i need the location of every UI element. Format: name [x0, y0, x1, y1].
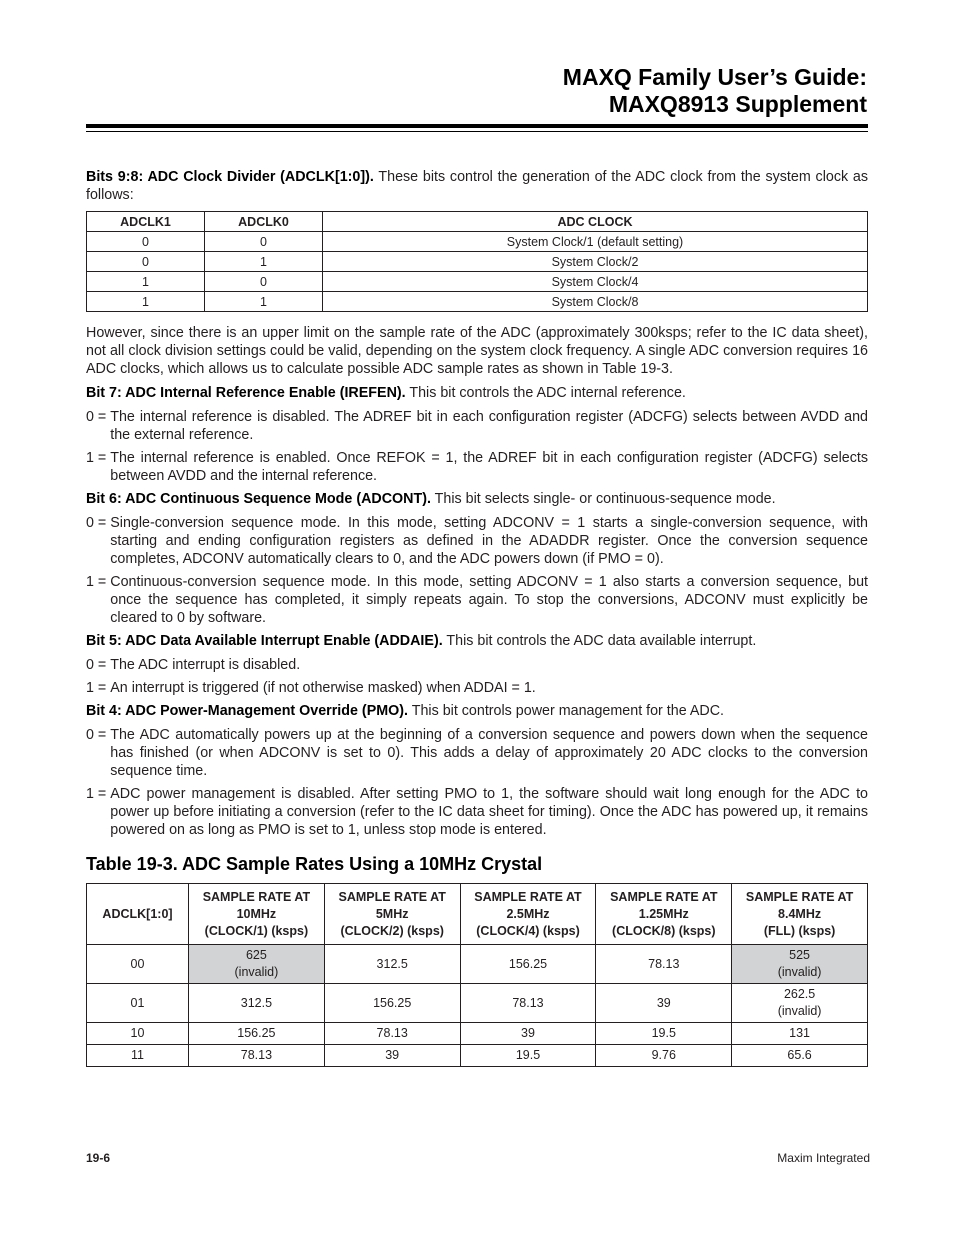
table-cell: 39 — [324, 1045, 460, 1067]
bit6-paragraph — [86, 490, 868, 508]
table-cell: 156.25 — [189, 1023, 325, 1045]
table-cell: 156.25 — [460, 945, 596, 984]
however-paragraph: However, since there is an upper limit on the sample rate of the ADC (approximately 300ksps; refer to the IC data sheet), not all clock division settings could be valid, depending on the system clock frequency. A single ADC conversion requires 16 ADC clocks, which allows us to calculate possible ADC sample rates as shown in Table 19-3. — [86, 325, 868, 377]
bit5-text: This bit controls the ADC data available interrupt. — [442, 633, 757, 649]
table-row — [87, 984, 868, 1023]
table-cell: 00 — [87, 945, 189, 984]
header-cell: SAMPLE RATE AT 1.25MHz (CLOCK/8) (ksps) — [596, 884, 732, 945]
item-key: 1 = — [86, 786, 111, 802]
list-item — [86, 408, 868, 444]
table-row — [87, 232, 868, 252]
header-cell: SAMPLE RATE AT 2.5MHz (CLOCK/4) (ksps) — [460, 884, 596, 945]
table-row — [87, 272, 868, 292]
company-name: Maxim Integrated — [777, 1151, 870, 1165]
list-item — [86, 785, 868, 839]
table-cell: 1 — [87, 272, 205, 292]
list-item — [86, 573, 868, 627]
title-line-2: MAXQ8913 Supplement — [608, 91, 867, 117]
table-cell: 0 — [205, 272, 323, 292]
table-row — [87, 945, 868, 984]
header-cell: SAMPLE RATE AT 5MHz (CLOCK/2) (ksps) — [324, 884, 460, 945]
table-cell-invalid: 625 (invalid) — [189, 945, 325, 984]
header-rule-thick — [86, 124, 868, 128]
bits98-paragraph — [86, 168, 868, 204]
item-text: The internal reference is enabled. Once REFOK = 1, the ADREF bit in each configuration register (ADCFG) selects between AVDD and the internal reference. — [110, 450, 868, 484]
item-text: Continuous-conversion sequence mode. In this mode, setting ADCONV = 1 also starts a conversion sequence, but once the sequence has completed, it simply repeats again. To stop the conversions, ADCONV must explicitly be cleared to 0 by software. — [110, 574, 868, 626]
adclk-table — [86, 211, 868, 312]
item-text: Single-conversion sequence mode. In this mode, setting ADCONV = 1 starts a single-conversion sequence, with starting and ending configuration registers as defined in the ADADDR register. Once the conversion sequence completes, ADCONV automatically clears to 0, and the ADC powers down (if PMO = 0). — [110, 515, 868, 567]
item-text: The internal reference is disabled. The ADREF bit in each configuration register (ADCFG) selects between AVDD and the external reference. — [110, 409, 868, 443]
header-cell: ADCLK[1:0] — [87, 884, 189, 945]
bit4-paragraph — [86, 702, 868, 720]
table-cell: System Clock/2 — [323, 252, 868, 272]
table-cell: 78.13 — [460, 984, 596, 1023]
table-cell: 1 — [205, 252, 323, 272]
header-cell: SAMPLE RATE AT 10MHz (CLOCK/1) (ksps) — [189, 884, 325, 945]
table-cell: 9.76 — [596, 1045, 732, 1067]
list-item — [86, 656, 868, 674]
item-text: ADC power management is disabled. After setting PMO to 1, the software should wait long enough for the ADC to power up before initiating a conversion (refer to the IC data sheet for timing). Once the ADC has powered up, it remains powered on as long as PMO is set to 1, unless stop mode is entered. — [110, 786, 868, 838]
item-text: The ADC automatically powers up at the beginning of a conversion sequence and powers down when the sequence has finished (or when ADCONV is set to 0). This adds a delay of approximately 20 ADC clocks to the conversion sequence time. — [110, 727, 868, 779]
item-key: 0 = — [86, 657, 111, 673]
table-cell: 78.13 — [324, 1023, 460, 1045]
table-cell: 312.5 — [324, 945, 460, 984]
table-cell: 1 — [87, 292, 205, 312]
item-key: 0 = — [86, 727, 111, 743]
item-key: 1 = — [86, 574, 111, 590]
item-key: 0 = — [86, 409, 111, 425]
table-cell: System Clock/4 — [323, 272, 868, 292]
table-cell: System Clock/1 (default setting) — [323, 232, 868, 252]
table-row — [87, 1045, 868, 1067]
page-title — [563, 64, 867, 118]
bit4-heading: Bit 4: ADC Power-Management Override (PMO). — [86, 703, 408, 719]
table-cell: 131 — [732, 1023, 868, 1045]
bit6-heading: Bit 6: ADC Continuous Sequence Mode (ADCONT). — [86, 491, 431, 507]
adclk-table-header — [87, 212, 868, 232]
table-cell: 1 — [205, 292, 323, 312]
header-rule-thin — [86, 131, 868, 132]
item-key: 1 = — [86, 450, 111, 466]
table-cell: 10 — [87, 1023, 189, 1045]
bit4-text: This bit controls power management for the ADC. — [408, 703, 725, 719]
table-cell: 0 — [87, 252, 205, 272]
item-key: 0 = — [86, 515, 111, 531]
table-row — [87, 292, 868, 312]
table-cell: 19.5 — [460, 1045, 596, 1067]
table-cell: 78.13 — [189, 1045, 325, 1067]
bit7-heading: Bit 7: ADC Internal Reference Enable (IREFEN). — [86, 385, 406, 401]
item-text: An interrupt is triggered (if not otherwise masked) when ADDAI = 1. — [110, 680, 536, 696]
header-cell: SAMPLE RATE AT 8.4MHz (FLL) (ksps) — [732, 884, 868, 945]
item-text: The ADC interrupt is disabled. — [110, 657, 301, 673]
bits98-text: These bits control the generation of the ADC clock from the system clock as follows: — [86, 169, 868, 203]
table-cell: 78.13 — [596, 945, 732, 984]
table-19-3-title: Table 19-3. ADC Sample Rates Using a 10MHz Crystal — [86, 854, 543, 874]
bit7-paragraph — [86, 384, 868, 402]
table-cell: 0 — [87, 232, 205, 252]
page-content — [86, 168, 868, 1067]
list-item — [86, 449, 868, 485]
table-cell: 65.6 — [732, 1045, 868, 1067]
list-item — [86, 679, 868, 697]
table-cell-invalid: 525 (invalid) — [732, 945, 868, 984]
list-item — [86, 514, 868, 568]
bits98-heading: Bits 9:8: ADC Clock Divider (ADCLK[1:0]). — [86, 169, 374, 185]
table-cell: 0 — [205, 232, 323, 252]
page-number: 19-6 — [86, 1151, 111, 1165]
title-line-1: MAXQ Family User’s Guide: — [562, 64, 867, 90]
table-cell: 156.25 — [324, 984, 460, 1023]
bit5-heading: Bit 5: ADC Data Available Interrupt Enable (ADDAIE). — [86, 633, 443, 649]
bit5-paragraph — [86, 632, 868, 650]
table-cell: 11 — [87, 1045, 189, 1067]
list-item — [86, 726, 868, 780]
table-cell: 39 — [596, 984, 732, 1023]
table-cell-invalid: 262.5 (invalid) — [732, 984, 868, 1023]
bit6-text: This bit selects single- or continuous-sequence mode. — [430, 491, 776, 507]
bit7-text: This bit controls the ADC internal reference. — [405, 385, 686, 401]
sample-rates-table — [86, 883, 868, 1067]
item-key: 1 = — [86, 680, 111, 696]
table-cell: 39 — [460, 1023, 596, 1045]
header-cell: ADCLK1 — [87, 212, 205, 232]
header-cell: ADC CLOCK — [323, 212, 868, 232]
table-row — [87, 252, 868, 272]
table-cell: System Clock/8 — [323, 292, 868, 312]
header-cell: ADCLK0 — [205, 212, 323, 232]
table-cell: 312.5 — [189, 984, 325, 1023]
table-cell: 01 — [87, 984, 189, 1023]
table-row — [87, 1023, 868, 1045]
sample-rates-header — [87, 884, 868, 945]
table-cell: 19.5 — [596, 1023, 732, 1045]
